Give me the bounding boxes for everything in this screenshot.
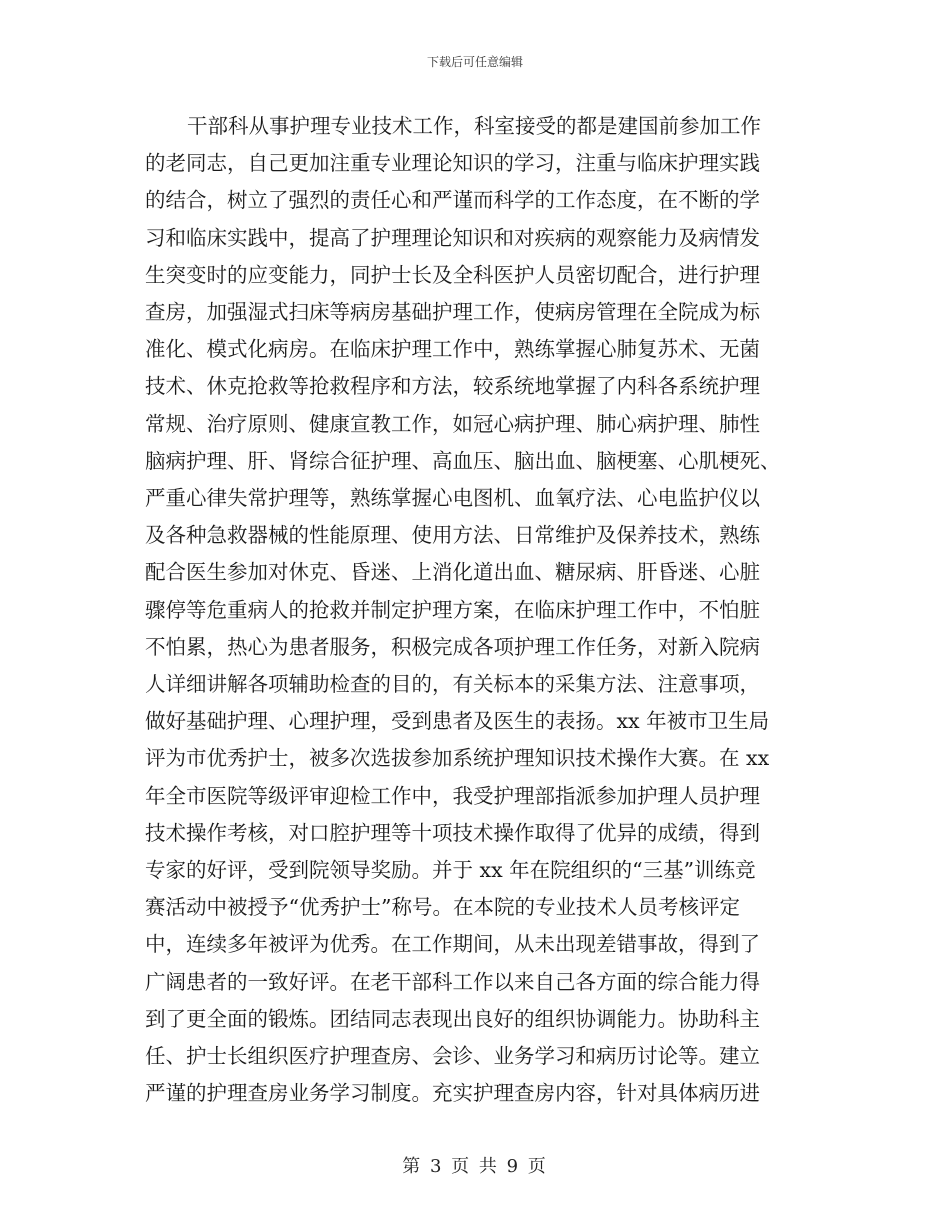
text-line: 的结合，树立了强烈的责任心和严谨而科学的工作态度，在不断的学 <box>145 188 760 213</box>
text-line: 生突变时的应变能力，同护士长及全科医护人员密切配合，进行护理 <box>145 262 760 287</box>
text-line: 配合医生参加对休克、昏迷、上消化道出血、糖尿病、肝昏迷、心脏 <box>145 560 760 585</box>
page-header: 下载后可任意编辑 <box>426 55 523 69</box>
text-line: 干部科从事护理专业技术工作，科室接受的都是建国前参加工作 <box>187 114 761 138</box>
text-line: 及各种急救器械的性能原理、使用方法、日常维护及保养技术，熟练 <box>145 523 760 548</box>
text-line: 到了更全面的锻炼。团结同志表现出良好的组织协调能力。协助科主 <box>145 1006 760 1031</box>
text-line: 赛活动中被授予“优秀护士”称号。在本院的专业技术人员考核评定 <box>145 895 740 920</box>
text-line: 查房，加强湿式扫床等病房基础护理工作，使病房管理在全院成为标 <box>145 300 760 325</box>
text-line: 专家的好评，受到院领导奖励。并于 xx 年在院组织的“三基”训练竞 <box>145 858 756 883</box>
text-line: 评为市优秀护士，被多次选拔参加系统护理知识技术操作大赛。在 xx <box>145 746 770 771</box>
text-line: 严重心律失常护理等，熟练掌握心电图机、血氧疗法、心电监护仪以 <box>145 486 760 511</box>
text-line: 做好基础护理、心理护理，受到患者及医生的表扬。xx 年被市卫生局 <box>145 709 770 734</box>
text-line: 任、护士长组织医疗护理查房、会诊、业务学习和病历讨论等。建立 <box>145 1044 760 1069</box>
text-line: 技术操作考核，对口腔护理等十项技术操作取得了优异的成绩，得到 <box>145 820 760 845</box>
text-line: 常规、治疗原则、健康宣教工作，如冠心病护理、肺心病护理、肺性 <box>145 411 760 436</box>
page-number-footer: 第 3 页 共 9 页 <box>402 1156 548 1177</box>
text-line: 骤停等危重病人的抢救并制定护理方案，在临床护理工作中，不怕脏 <box>145 597 760 622</box>
text-line: 不怕累，热心为患者服务，积极完成各项护理工作任务，对新入院病 <box>145 634 760 659</box>
body-paragraph <box>145 108 810 1112</box>
text-line: 严谨的护理查房业务学习制度。充实护理查房内容，针对具体病历进 <box>145 1081 760 1106</box>
text-line: 技术、休克抢救等抢救程序和方法，较系统地掌握了内科各系统护理 <box>145 374 760 399</box>
text-line: 人详细讲解各项辅助检查的目的，有关标本的采集方法、注意事项， <box>145 672 760 697</box>
text-line: 年全市医院等级评审迎检工作中，我受护理部指派参加护理人员护理 <box>145 783 760 808</box>
text-line: 脑病护理、肝、肾综合征护理、高血压、脑出血、脑梗塞、心肌梗死、 <box>145 448 781 473</box>
text-line: 中，连续多年被评为优秀。在工作期间，从未出现差错事故，得到了 <box>145 932 760 957</box>
text-line: 的老同志，自己更加注重专业理论知识的学习，注重与临床护理实践 <box>145 151 760 176</box>
text-line: 习和临床实践中，提高了护理理论知识和对疾病的观察能力及病情发 <box>145 225 760 250</box>
text-line: 准化、模式化病房。在临床护理工作中，熟练掌握心肺复苏术、无菌 <box>145 337 760 362</box>
text-line: 广阔患者的一致好评。在老干部科工作以来自己各方面的综合能力得 <box>145 969 760 994</box>
